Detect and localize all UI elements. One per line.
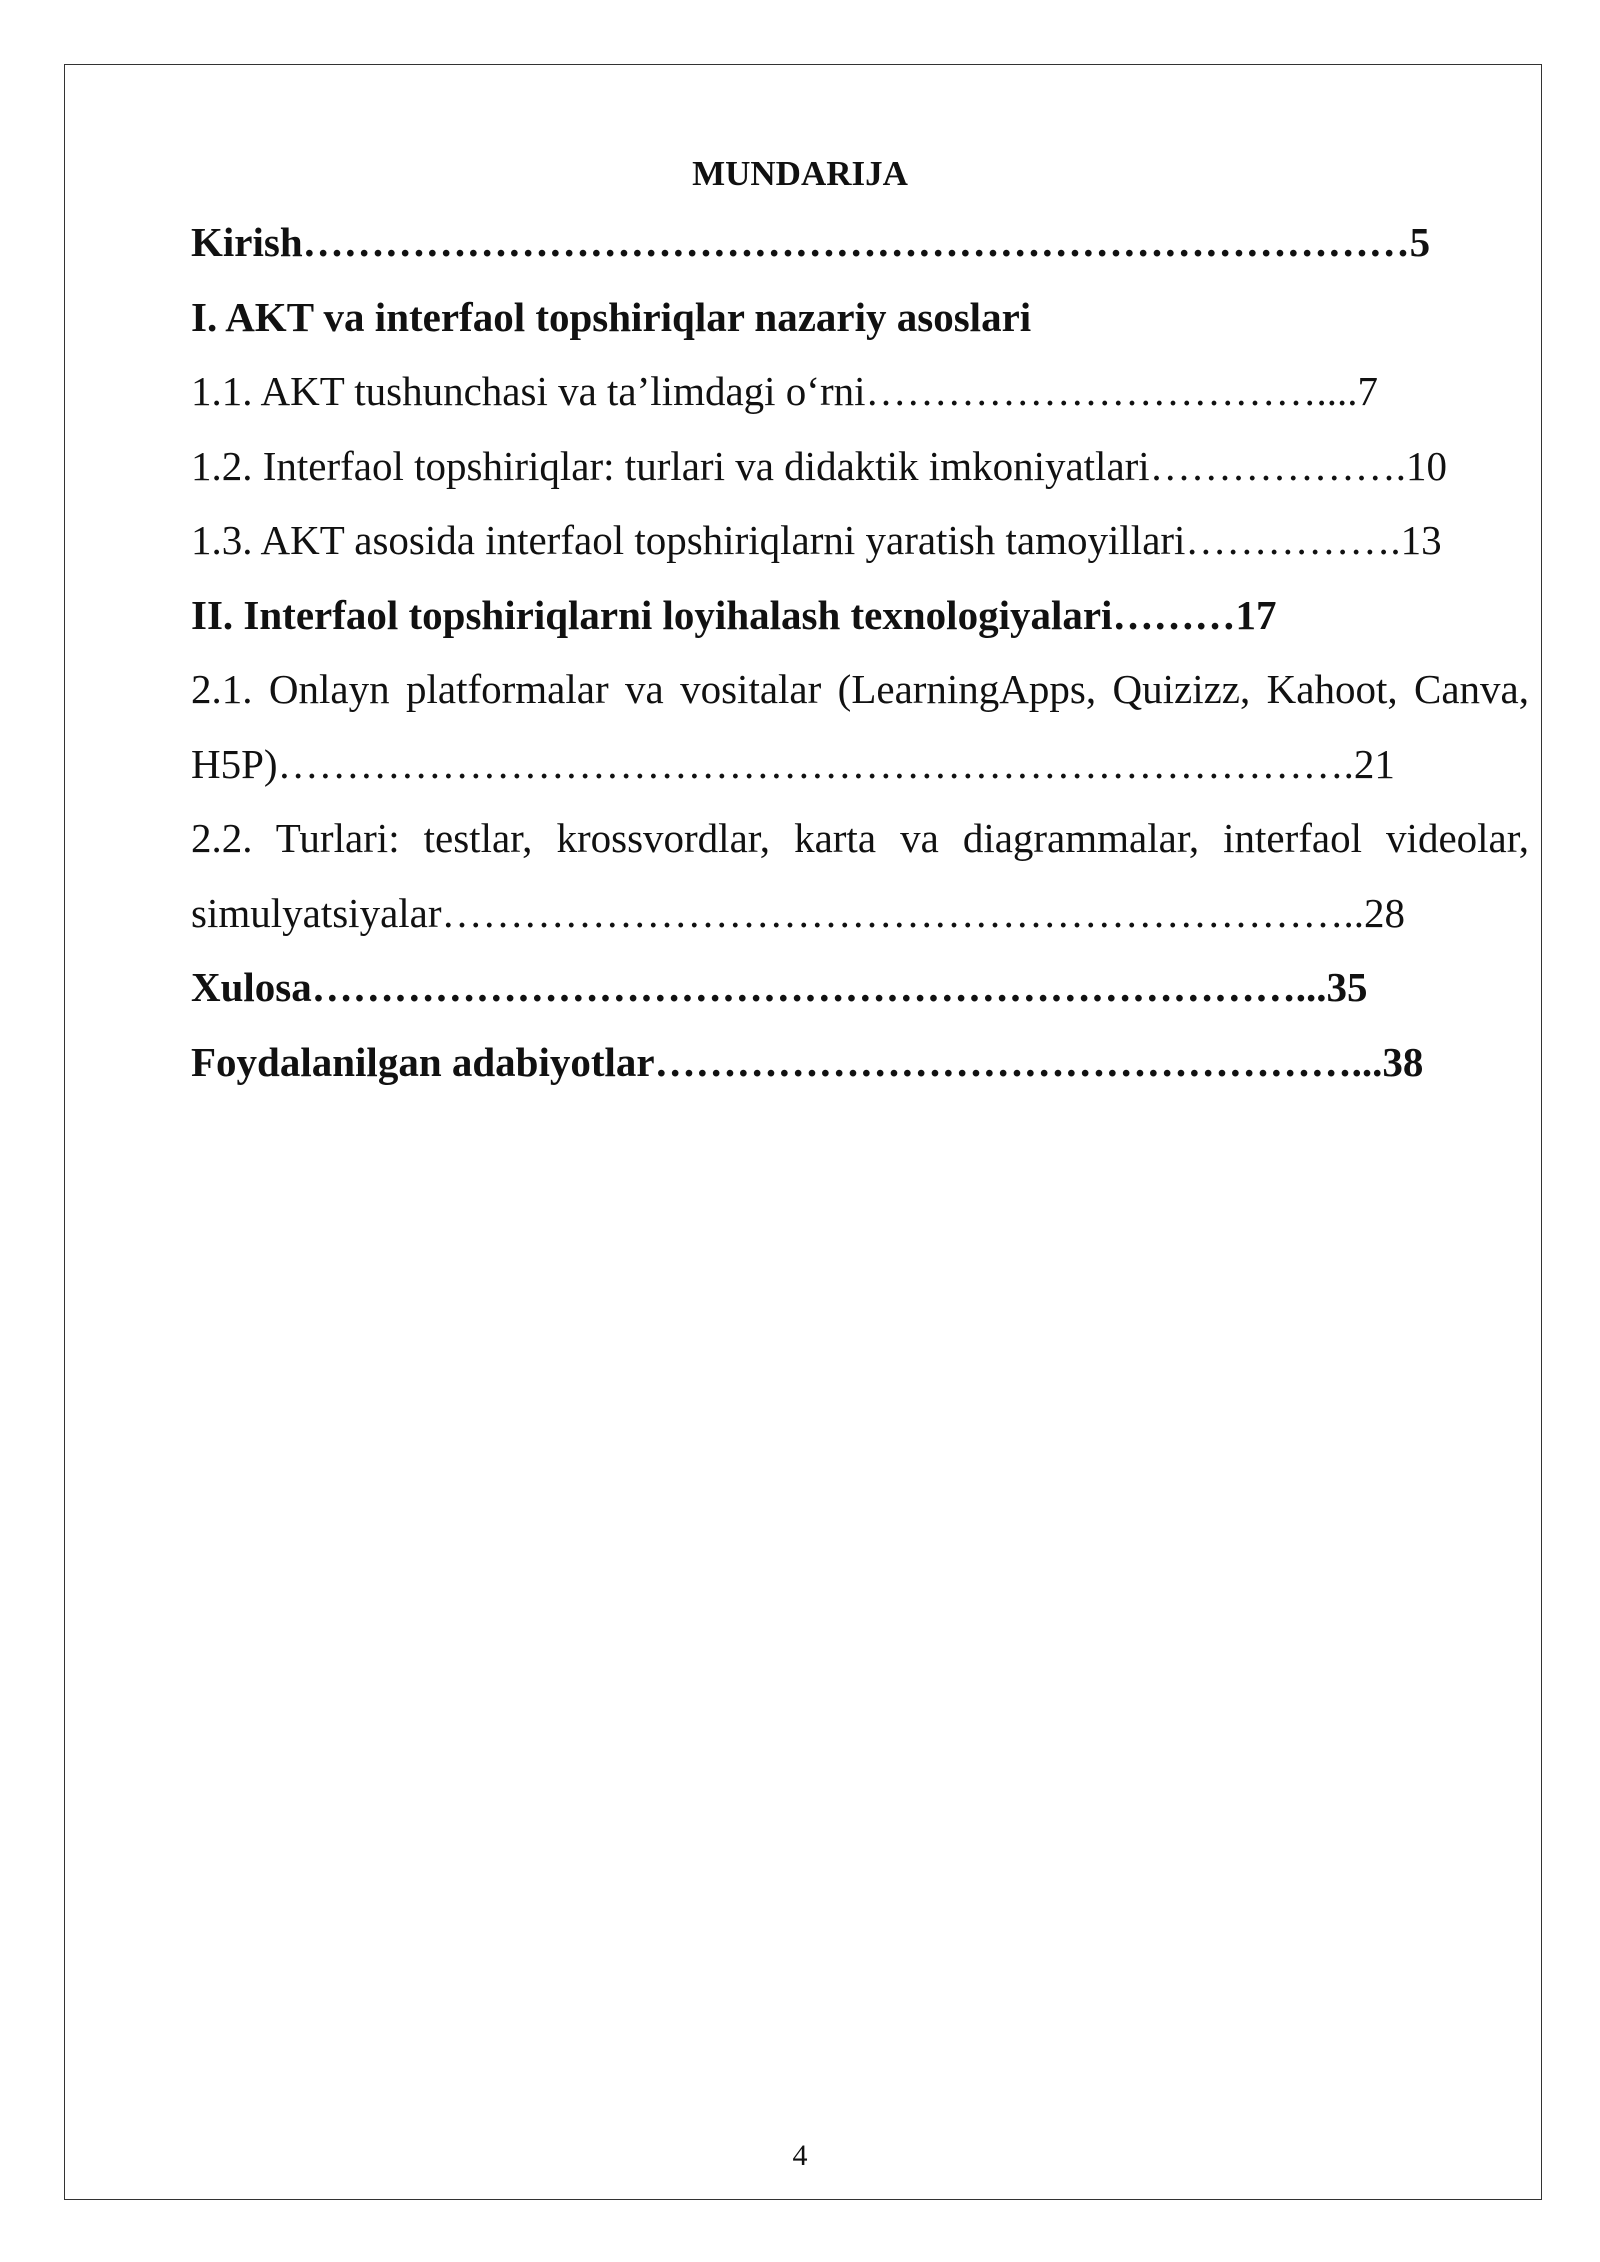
toc-entry-2-2-line2: simulyatsiyalar…………………………………………………………..28 [191,890,1406,936]
toc-entry-adabiyotlar: Foydalanilgan adabiyotlar……………………………………………...38 [191,1039,1424,1085]
toc-entry-1-3: 1.3. AKT asosida interfaol topshiriqlarni yaratish tamoyillari…………….13 [191,517,1442,563]
toc-chapter-1: I. AKT va interfaol topshiriqlar nazariy asoslari [191,294,1032,340]
toc-entry-1-1: 1.1. AKT tushunchasi va ta’limdagi o‘rni……………………………....7 [191,368,1378,414]
toc-chapter-2: II. Interfaol topshiriqlarni loyihalash texnologiyalari………17 [191,592,1277,638]
toc-title: MUNDARIJA [692,154,908,193]
toc-entry-2-2-line1: 2.2. Turlari: testlar, krossvordlar, karta va diagrammalar, interfaol videolar, [191,815,1529,861]
toc-entry-xulosa: Xulosa………………………………………………………………...35 [191,964,1368,1010]
toc-entry-2-1-line2: H5P)…………………………………………………………………….21 [191,741,1395,787]
toc-entry-1-2: 1.2. Interfaol topshiriqlar: turlari va didaktik imkoniyatlari……………….10 [191,443,1447,489]
page-number: 4 [792,2139,808,2172]
toc-entry-2-1-line1: 2.1. Onlayn platformalar va vositalar (LearningApps, Quizizz, Kahoot, Canva, [191,666,1529,712]
toc-entry-kirish: Kirish………………………………………………………………………5 [191,219,1431,265]
